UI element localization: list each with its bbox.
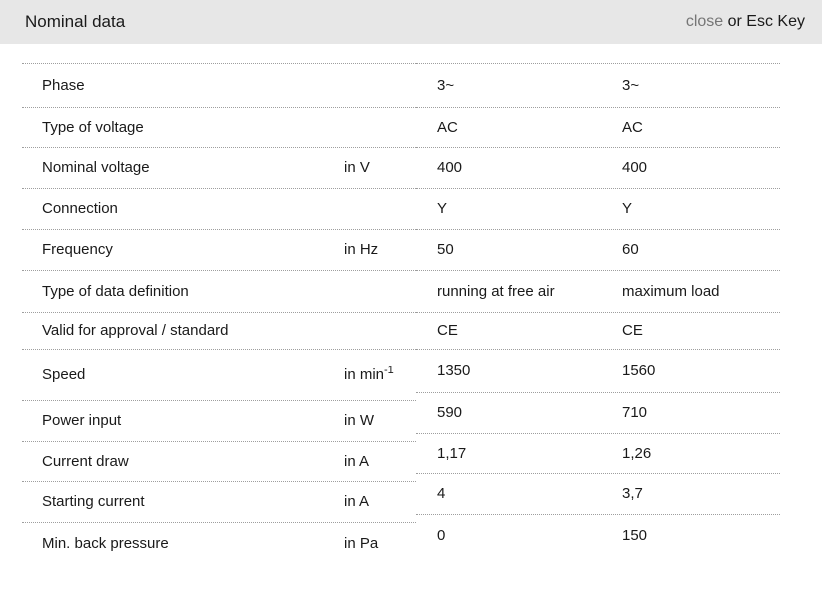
row-unit <box>344 366 416 384</box>
row-label: Frequency <box>42 241 113 258</box>
dialog-title: Nominal data <box>25 12 126 31</box>
row-label: Type of voltage <box>42 118 144 136</box>
row-value-column1: Y <box>437 200 448 217</box>
row-unit-text: in V <box>344 159 370 176</box>
table-row-values <box>416 64 780 108</box>
row-value-column1: 50 <box>437 241 454 258</box>
row-value-column1: 1,17 <box>437 444 467 462</box>
spec-table-labels <box>22 63 416 564</box>
row-label: Phase <box>42 76 85 94</box>
table-row-label <box>22 64 416 108</box>
row-unit-text: in W <box>344 412 374 429</box>
row-value-column1: AC <box>437 118 458 136</box>
row-value-column1: 1350 <box>437 362 471 379</box>
row-unit <box>344 412 416 430</box>
row-value-column2: 60 <box>622 241 639 258</box>
table-row-label <box>22 482 416 523</box>
row-value-column2: CE <box>622 322 643 339</box>
row-value-column2: 3,7 <box>622 485 643 502</box>
table-row-values <box>416 108 780 148</box>
row-label: Starting current <box>42 493 145 510</box>
table-row-label <box>22 108 416 148</box>
row-unit <box>344 241 416 259</box>
row-label: Nominal voltage <box>42 159 150 176</box>
table-row-values <box>416 189 780 230</box>
row-value-column2: 400 <box>622 159 648 176</box>
row-label: Speed <box>42 366 86 383</box>
row-unit <box>344 159 416 177</box>
row-unit-text: in A <box>344 493 370 510</box>
row-label: Power input <box>42 412 122 429</box>
row-unit <box>344 493 416 511</box>
table-row-values <box>416 148 780 189</box>
table-row-label <box>22 230 416 271</box>
table-row-values <box>416 313 780 350</box>
table-row-label <box>22 401 416 442</box>
row-unit-superscript: -1 <box>384 366 394 376</box>
row-value-column2: Y <box>622 200 633 217</box>
table-row-values <box>416 350 780 393</box>
row-unit <box>344 535 416 553</box>
table-row-label <box>22 271 416 313</box>
row-value-column2: 3~ <box>622 76 640 94</box>
table-row-values <box>416 515 780 556</box>
row-value-column2: 1560 <box>622 362 656 379</box>
row-label: Valid for approval / standard <box>42 322 229 339</box>
row-label: Current draw <box>42 452 129 470</box>
table-row-label <box>22 189 416 230</box>
row-unit-text: in A <box>344 452 370 470</box>
table-row-label <box>22 313 416 350</box>
dialog-close-area <box>686 13 805 31</box>
row-value-column2: 150 <box>622 526 648 544</box>
spec-table-values <box>416 63 780 556</box>
row-unit-text: in min <box>344 366 385 383</box>
dialog-header <box>0 0 822 44</box>
esc-key-hint: or Esc Key <box>723 13 805 30</box>
table-row-values <box>416 271 780 313</box>
row-value-column1: 0 <box>437 526 446 544</box>
row-value-column2: AC <box>622 118 643 136</box>
row-value-column1: CE <box>437 322 458 339</box>
close-button[interactable]: close <box>685 13 724 30</box>
table-row-values <box>416 434 780 474</box>
row-label: Min. back pressure <box>42 534 169 552</box>
row-unit-text: in Hz <box>344 241 379 258</box>
row-unit-text: in Pa <box>344 534 379 552</box>
row-value-column2: 1,26 <box>622 444 652 462</box>
row-value-column1: 4 <box>437 485 446 502</box>
table-row-label <box>22 148 416 189</box>
row-unit <box>344 453 416 471</box>
table-row-label <box>22 442 416 482</box>
row-value-column1: 590 <box>437 404 463 421</box>
table-row-label <box>22 523 416 564</box>
table-row-values <box>416 474 780 515</box>
row-label: Connection <box>42 200 118 217</box>
row-value-column1: 400 <box>437 159 463 176</box>
table-row-values <box>416 393 780 434</box>
row-value-column1: running at free air <box>437 282 555 300</box>
row-label: Type of data definition <box>42 282 189 300</box>
row-value-column2: maximum load <box>622 282 720 300</box>
table-row-label <box>22 350 416 401</box>
row-value-column1: 3~ <box>437 76 455 94</box>
row-value-column2: 710 <box>622 404 648 421</box>
table-row-values <box>416 230 780 271</box>
